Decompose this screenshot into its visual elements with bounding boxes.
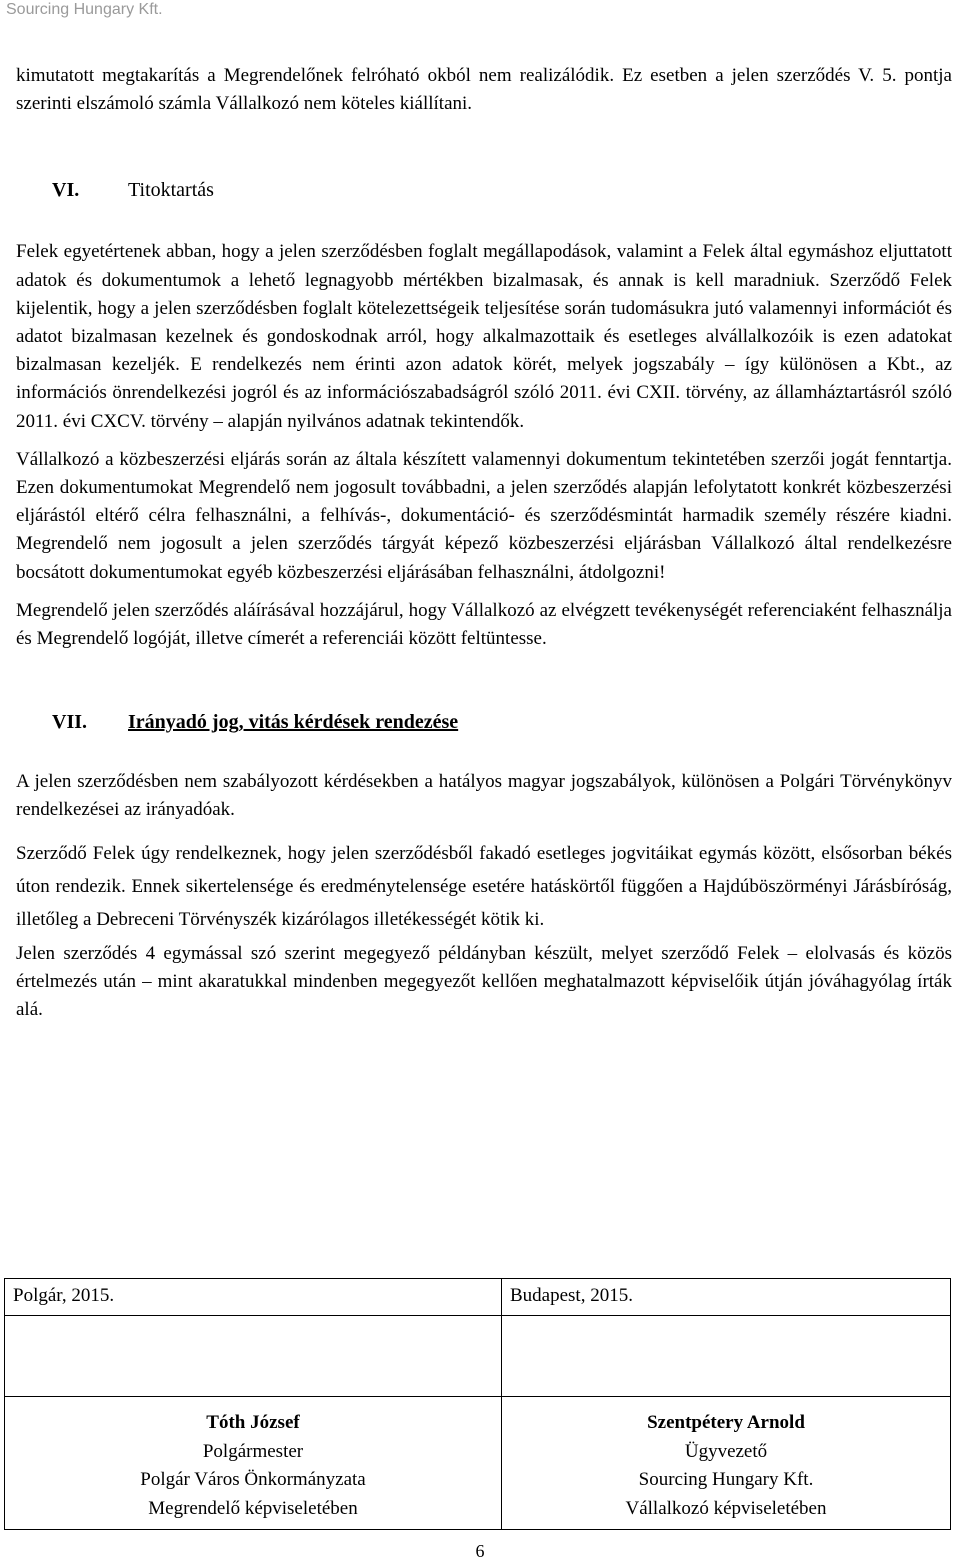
signature-table — [4, 1278, 951, 1530]
signatory-role: Polgármester — [202, 1440, 304, 1462]
section-title: Irányadó jog, vitás kérdések rendezése — [128, 711, 459, 734]
signatory-capacity: Megrendelő képviseletében — [148, 1497, 358, 1519]
paragraph-disputes: Szerződő Felek úgy rendelkeznek, hogy jelen szerződésből fakadó esetleges jogvitáikat egymás között, elsősorban békés úton rendezik. Ennek sikertelensége és eredménytelensége esetére hatáskörtől függően a Hajdúböszörményi Járásbíróság, illetőleg a Debreceni Törvényszék kizárólagos illetékességét kötik ki. — [16, 842, 952, 930]
signatory-org: Polgár Város Önkormányzata — [140, 1469, 366, 1490]
section-heading-7 — [16, 708, 952, 736]
section-heading-6 — [16, 176, 952, 204]
continuation-paragraph: kimutatott megtakarítás a Megrendelőnek felróható okból nem realizálódik. Ez esetben a jelen szerződés V. 5. pontja szerinti elszámoló számla Vállalkozó nem köteles kiállítani. — [16, 65, 952, 115]
section-number: VI. — [52, 179, 80, 202]
paragraph-governing-law: A jelen szerződésben nem szabályozott kérdésekben a hatályos magyar jogszabályok, különösen a Polgári Törvénykönyv rendelkezései az irányadóak. — [16, 771, 952, 821]
section-number: VII. — [52, 711, 88, 734]
paragraph-reference: Megrendelő jelen szerződés aláírásával hozzájárul, hogy Vállalkozó az elvégzett tevékenységét referenciaként felhasználja és Megrendelő logóját, illetve címerét a referenciái között feltüntesse. — [16, 599, 952, 650]
signature-space-left — [5, 1316, 502, 1397]
section-title: Titoktartás — [128, 179, 214, 202]
document-body — [16, 62, 952, 1024]
page-number: 6 — [475, 1541, 485, 1561]
signature-space-right — [502, 1316, 951, 1397]
paragraph-confidentiality: Felek egyetértenek abban, hogy a jelen szerződésben foglalt megállapodások, valamint a Felek által egymáshoz eljuttatott adatok és dokumentumok a lehető legnagyobb mértékben bizalmasak, és annak is kell maradniuk. Szerződő Felek kijelentik, hogy a jelen szerződésben foglalt kötelezettségeik teljesítése során tudomásukra jutó valamennyi információt és adatot bizalmasan kezelnek és gondoskodnak arról, hogy alkalmazottaik és esetleges alvállalkozóik is ezen adatokat bizalmasan kezeljék. E rendelkezés nem érinti azon adatok körét, melyek jogszabály – így különösen a Kbt., az információs önrendelkezési jogról és az információszabadságról szóló 2011. évi CXII. törvény, az államháztartásról szóló 2011. évi CXCV. törvény – alapján nyilvános adatnak tekintendők. — [16, 241, 952, 432]
paragraph-copies: Jelen szerződés 4 egymással szó szerint megegyező példányban készült, melyet szerződő Felek – elolvasás és közös értelmezés után – mint akaratukkal mindenben megegyezőt kellően meghatalmazott képviselőik útján jóváhagyólag írták alá. — [16, 942, 952, 1021]
paragraph-copyright: Vállalkozó a közbeszerzési eljárás során az általa készített valamennyi dokumentum tekintetében szerzői jogát fenntartja. Ezen dokumentumokat Megrendelő nem jogosult továbbadni, a jelen szerződés alapján lefolytatott konkrét közbeszerzési eljárástól eltérő célra felhasználni, a felhívás-, dokumentáció- és szerződésmintát harmadik személy részére kiadni. Megrendelő nem jogosult a jelen szerződés tárgyát képező közbeszerzési eljárásban Vállalkozó által rendelkezésre bocsátott dokumentumokat egyéb közbeszerzési eljárásában felhasználni, átdolgozni! — [16, 448, 952, 583]
signatory-right — [502, 1397, 951, 1530]
place-date-right: Budapest, 2015. — [502, 1279, 951, 1316]
running-header: Sourcing Hungary Kft. — [6, 1, 163, 18]
signatory-role: Ügyvezető — [684, 1440, 768, 1462]
signatory-left — [5, 1397, 502, 1530]
signatory-org: Sourcing Hungary Kft. — [638, 1469, 814, 1490]
place-date-left: Polgár, 2015. — [5, 1279, 502, 1316]
signatory-name: Szentpétery Arnold — [647, 1412, 805, 1433]
signatory-name: Tóth József — [206, 1412, 300, 1433]
signatory-capacity: Vállalkozó képviseletében — [625, 1497, 827, 1519]
